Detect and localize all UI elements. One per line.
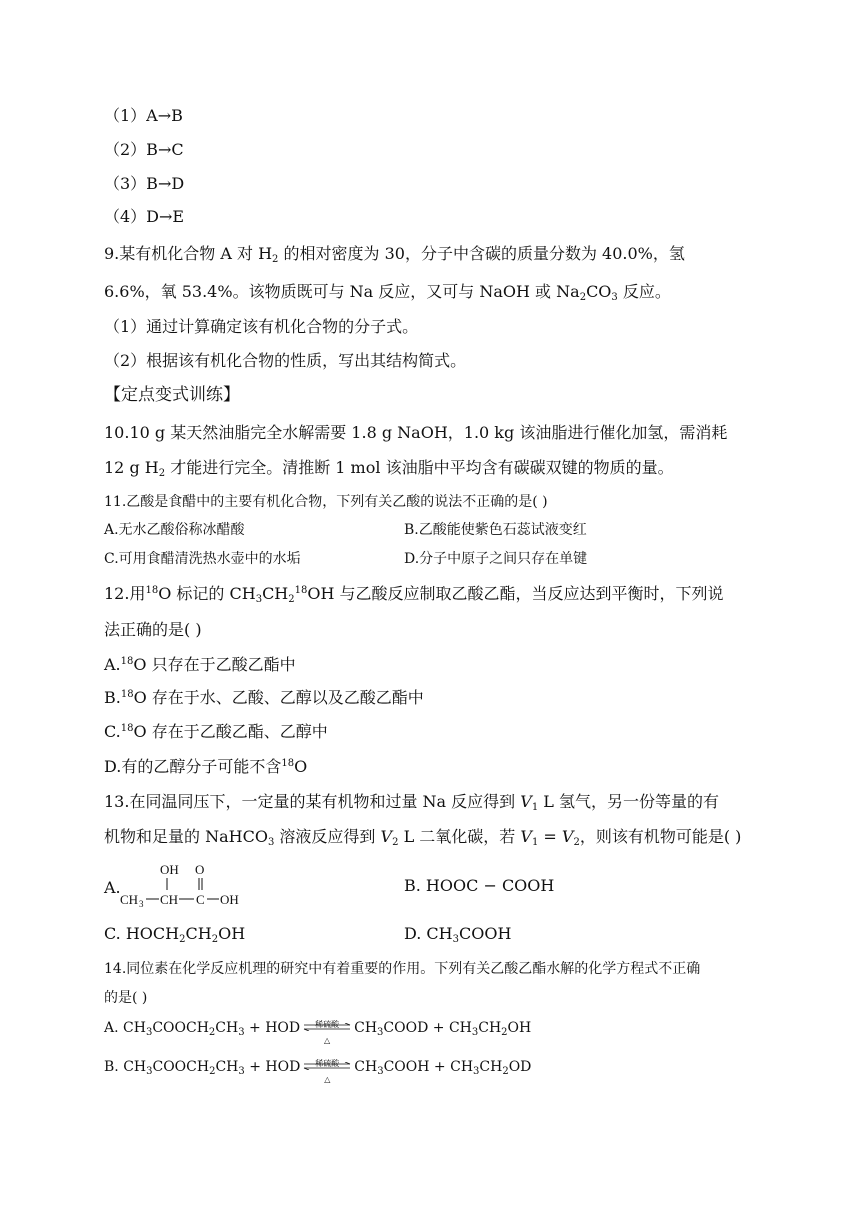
q11-option-d: D.分子中原子之间只存在单键	[404, 551, 588, 567]
svg-text:OH: OH	[160, 862, 179, 877]
q13-line2: 机物和足量的 NaHCO$_3$ 溶液反应得到 $V_2$ L 二氧化碳，若 $V_1 = V_2$，则该有机物可能是( )	[104, 827, 742, 848]
q9-sub2: （2）根据该有机化合物的性质，写出其结构简式。	[104, 351, 467, 370]
q12-option-a: A.$^{18}$O 只存在于乙酸乙酯中	[104, 655, 296, 674]
prev-item-1: （1）A→B	[104, 106, 183, 125]
q13-option-d: D. $CH_3COOH$	[404, 924, 512, 945]
prev-item-3: （3）B→D	[104, 174, 185, 193]
q10-line1: 10.10 g 某天然油脂完全水解需要 1.8 g NaOH，1.0 kg 该油脂进行催化加氢，需消耗	[104, 423, 728, 442]
q12-line2: 法正确的是( )	[104, 620, 202, 639]
lactic-acid-structure	[120, 862, 250, 912]
svg-text:CH: CH	[160, 892, 179, 907]
equilibrium-arrow-icon: 稀硫酸 △	[302, 1057, 352, 1077]
q9-line1: 9.某有机化合物 A 对 $H_2$ 的相对密度为 30，分子中含碳的质量分数为 40.0%，氢	[104, 244, 685, 265]
q14-option-a: A. $CH_3COOCH_2CH_3$ + HOD 稀硫酸 △ $CH_3COOD + CH_3CH_2OH$	[104, 1020, 532, 1045]
prev-item-4: （4）D→E	[104, 207, 185, 226]
q9-line2: 6.6%，氧 53.4%。该物质既可与 Na 反应，又可与 NaOH 或 $Na_2CO_3$ 反应。	[104, 282, 671, 303]
q9-sub1: （1）通过计算确定该有机化合物的分子式。	[104, 317, 419, 336]
q12-line1: 12.用$^{18}$O 标记的 $CH_3CH_2^{18}OH$ 与乙酸反应制取乙酸乙酯，当反应达到平衡时，下列说	[104, 584, 724, 605]
q14-line2: 的是( )	[104, 990, 148, 1006]
q13-option-b: B. HOOC − COOH	[404, 876, 555, 895]
q10-line2: 12 g $H_2$ 才能进行完全。清推断 1 mol 该油脂中平均含有碳碳双键的物质的量。	[104, 458, 674, 479]
q13-option-c: C. $HOCH_2CH_2OH$	[104, 924, 246, 945]
q14-line1: 14.同位素在化学反应机理的研究中有着重要的作用。下列有关乙酸乙酯水解的化学方程式不正确	[104, 961, 701, 977]
q11-option-a: A.无水乙酸俗称冰醋酸	[104, 522, 245, 538]
svg-text:CH: CH	[120, 892, 139, 907]
svg-text:3: 3	[139, 899, 144, 909]
q13-option-a-label: A.	[104, 878, 121, 897]
section-title: 【定点变式训练】	[104, 385, 240, 405]
q11-option-b: B.乙酸能使紫色石蕊试液变红	[404, 522, 587, 538]
svg-text:C: C	[196, 892, 205, 907]
equilibrium-arrow-icon: 稀硫酸 △	[302, 1018, 352, 1038]
svg-text:OH: OH	[220, 892, 239, 907]
q13-line1: 13.在同温同压下，一定量的某有机物和过量 Na 反应得到 $V_1$ L 氢气，另一份等量的有	[104, 792, 720, 813]
svg-text:O: O	[195, 862, 205, 877]
q12-option-d: D.有的乙醇分子可能不含$^{18}$O	[104, 757, 308, 776]
q14-option-b: B. $CH_3COOCH_2CH_3$ + HOD 稀硫酸 △ $CH_3COOH + CH_3CH_2OD$	[104, 1059, 532, 1084]
q12-option-b: B.$^{18}$O 存在于水、乙酸、乙醇以及乙酸乙酯中	[104, 688, 424, 707]
q11-option-c: C.可用食醋清洗热水壶中的水垢	[104, 551, 301, 567]
q12-option-c: C.$^{18}$O 存在于乙酸乙酯、乙醇中	[104, 722, 328, 741]
q11-stem: 11.乙酸是食醋中的主要有机化合物，下列有关乙酸的说法不正确的是( )	[104, 494, 548, 510]
prev-item-2: （2）B→C	[104, 140, 184, 159]
